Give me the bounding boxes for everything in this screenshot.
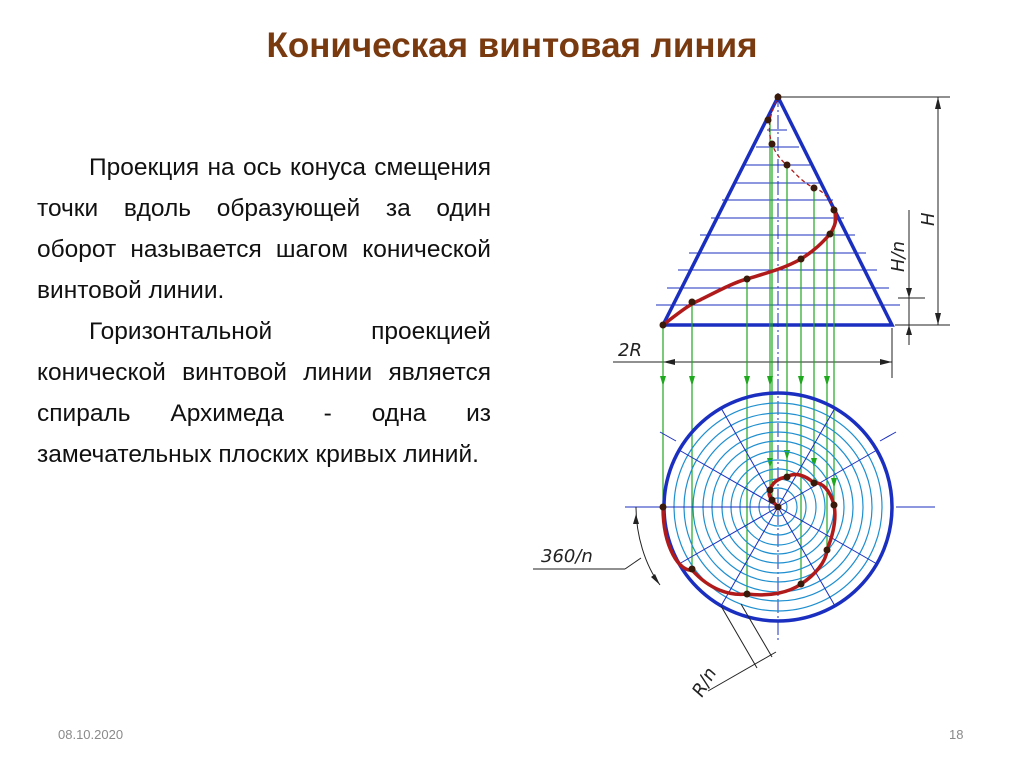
paragraph-archimedes-spiral: Горизонтальной проекцией конической винтовой линии является спираль Архимеда - одна из замечательных плоских кривых линий. — [37, 318, 491, 468]
slide-title: Коническая винтовая линия — [266, 26, 758, 65]
helix-front-view — [663, 210, 836, 325]
diameter-dimension — [613, 328, 892, 378]
dimension-diameter-label: 2R — [618, 340, 642, 361]
dimension-height-label: H — [918, 212, 939, 226]
helix-front-points — [660, 94, 838, 329]
dimension-angle-label: 360/n — [541, 546, 593, 567]
projection-lines — [663, 120, 834, 594]
footer-date: 08.10.2020 — [58, 727, 124, 742]
paragraph-pitch-definition: Проекция на ось конуса смещения точки вдоль образующей за один оборот называется шагом конической винтовой линии. — [37, 154, 491, 304]
projection-arrows — [660, 376, 837, 488]
dimension-pitch-label: H/n — [888, 240, 909, 272]
footer-page-number: 18 — [949, 727, 964, 742]
dimension-radial-step-label: R/n — [688, 664, 722, 701]
